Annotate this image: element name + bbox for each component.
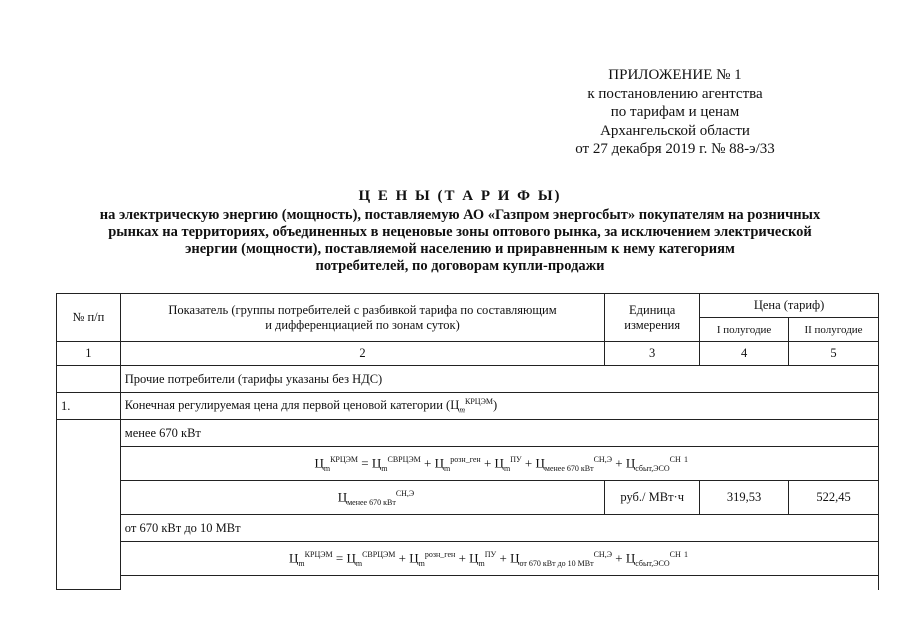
f-sup: ПУ — [484, 549, 497, 559]
close-paren: ) — [492, 398, 498, 413]
row-1 — [57, 393, 879, 420]
section-row — [57, 366, 879, 393]
index-cell: 5 — [789, 342, 879, 366]
title-line: рынках на территориях, объединенных в неценовые зоны оптового рынка, за исключением электрической — [108, 224, 812, 240]
appendix-title: ПРИЛОЖЕНИЕ № 1 — [608, 67, 742, 83]
f-sub: m — [478, 558, 485, 568]
footnote-mark: 1 — [684, 549, 688, 559]
header-indicator — [120, 294, 604, 342]
header-indicator-line: Показатель (группы потребителей с разбивкой тарифа по составляющим — [168, 302, 557, 317]
header-num-text: № п/п — [72, 310, 105, 324]
f-sub: менее 670 кВт — [544, 463, 594, 473]
formula-row-2 — [57, 542, 879, 576]
f-sup: розн_ген — [424, 549, 456, 559]
rate-unit: руб./ МВт·ч — [605, 481, 700, 515]
f-sub: сбыт,ЭСО — [635, 463, 670, 473]
rate-sup: СН,Э — [395, 488, 415, 498]
f-sup: СН — [669, 454, 681, 464]
rate-h1: 319,53 — [700, 481, 789, 515]
row-1-title — [120, 393, 878, 420]
f-sup: СН — [669, 549, 681, 559]
f-sup: КРЦЭМ — [304, 549, 333, 559]
header-price: Цена (тариф) — [700, 294, 879, 318]
f-sub: m — [503, 463, 511, 473]
rate-h2: 522,45 — [789, 481, 879, 515]
header-unit-line: Единица — [629, 302, 676, 317]
appendix-line: Архангельской области — [600, 122, 750, 139]
f-sub: m — [298, 558, 305, 568]
appendix-line: по тарифам и ценам — [610, 104, 740, 120]
f-sup: СН,Э — [593, 549, 612, 559]
index-cell: 4 — [700, 342, 789, 366]
f-sub: m — [418, 558, 425, 568]
appendix-date: от 27 декабря 2019 г. № 88-э/33 — [575, 141, 775, 157]
band-row-2 — [57, 515, 879, 542]
band-row-1 — [57, 420, 879, 447]
f-sup: СН,Э — [593, 454, 612, 464]
index-cell: 1 — [57, 342, 121, 366]
f-sub: m — [355, 558, 363, 568]
trailing-cell — [120, 576, 878, 590]
f-sup: ПУ — [510, 454, 522, 464]
formula-2: $Ц_m^{КРЦЭМ} = Ц_m^{СВРЦЭМ} + Ц_m^{розн\_ген} + Ц_m^{ПУ} + Ц_{от 670 кВт до 10 МВт}^{СН,Э} + Ц_{сбыт,ЭСО}^{СН}$ $^1$ — [120, 542, 878, 576]
document-title — [60, 188, 860, 275]
band-1-label: менее 670 кВт — [120, 420, 878, 447]
f-sub: m — [444, 463, 451, 473]
header-indicator-line: и дифференциацией по зонам суток) — [265, 317, 460, 332]
header-unit — [605, 294, 700, 342]
f-sub: от 670 кВт до 10 МВт — [519, 558, 594, 568]
row-1-text: Конечная регулируемая цена для первой ценовой категории (Ц — [124, 398, 460, 413]
appendix-line: к постановлению агентства — [587, 85, 763, 102]
rate-sub: менее 670 кВт — [347, 497, 396, 507]
header-half2: II полугодие — [789, 318, 879, 342]
f-sup: КРЦЭМ — [330, 454, 359, 464]
sym-sub: m — [459, 405, 465, 415]
appendix-header — [545, 66, 805, 159]
header-unit-line: измерения — [624, 317, 681, 332]
section-num-empty — [57, 366, 121, 393]
f-sub: сбыт,ЭСО — [635, 558, 670, 568]
title-line: потребителей, по договорам купли-продажи — [315, 258, 605, 274]
index-cell: 2 — [120, 342, 604, 366]
rate-row — [57, 481, 879, 515]
f-sub: m — [381, 463, 388, 473]
f-sup: розн_ген — [450, 454, 481, 464]
tariff-table — [56, 293, 879, 590]
f-sup: СВРЦЭМ — [387, 454, 421, 464]
header-half1: I полугодие — [700, 318, 789, 342]
row-1-num-span — [57, 420, 121, 590]
section-title: Прочие потребители (тарифы указаны без НДС) — [120, 366, 878, 393]
title-line: на электрическую энергию (мощность), поставляемую АО «Газпром энергосбыт» покупателям на розничных — [99, 207, 821, 223]
formula-row-1 — [57, 447, 879, 481]
row-1-num: 1. — [57, 393, 121, 420]
band-2-label: от 670 кВт до 10 МВт — [120, 515, 878, 542]
title-line: энергии (мощности), поставляемой населению и приравненным к нему категориям — [185, 241, 735, 257]
title-caps: Ц Е Н Ы (Т А Р И Ф Ы) — [358, 188, 562, 204]
sym-sup: КРЦЭМ — [465, 397, 493, 407]
formula-1: $Ц_m^{КРЦЭМ} = Ц_m^{СВРЦЭМ} + Ц_m^{розн\_ген} + Ц_m^{ПУ} + Ц_{менее 670 кВт}^{СН,Э} + Ц_{сбыт,ЭСО}^{СН}$ $^1$ — [120, 447, 878, 481]
trailing-row — [57, 576, 879, 590]
header-num — [57, 294, 121, 342]
f-sub: m — [323, 463, 331, 473]
rate-symbol: $Ц_{менее 670 кВт}^{СН,Э}$ — [120, 481, 604, 515]
index-row — [57, 342, 879, 366]
f-sup: СВРЦЭМ — [362, 549, 396, 559]
header-row — [57, 294, 879, 318]
index-cell: 3 — [605, 342, 700, 366]
footnote-mark: 1 — [684, 454, 688, 464]
